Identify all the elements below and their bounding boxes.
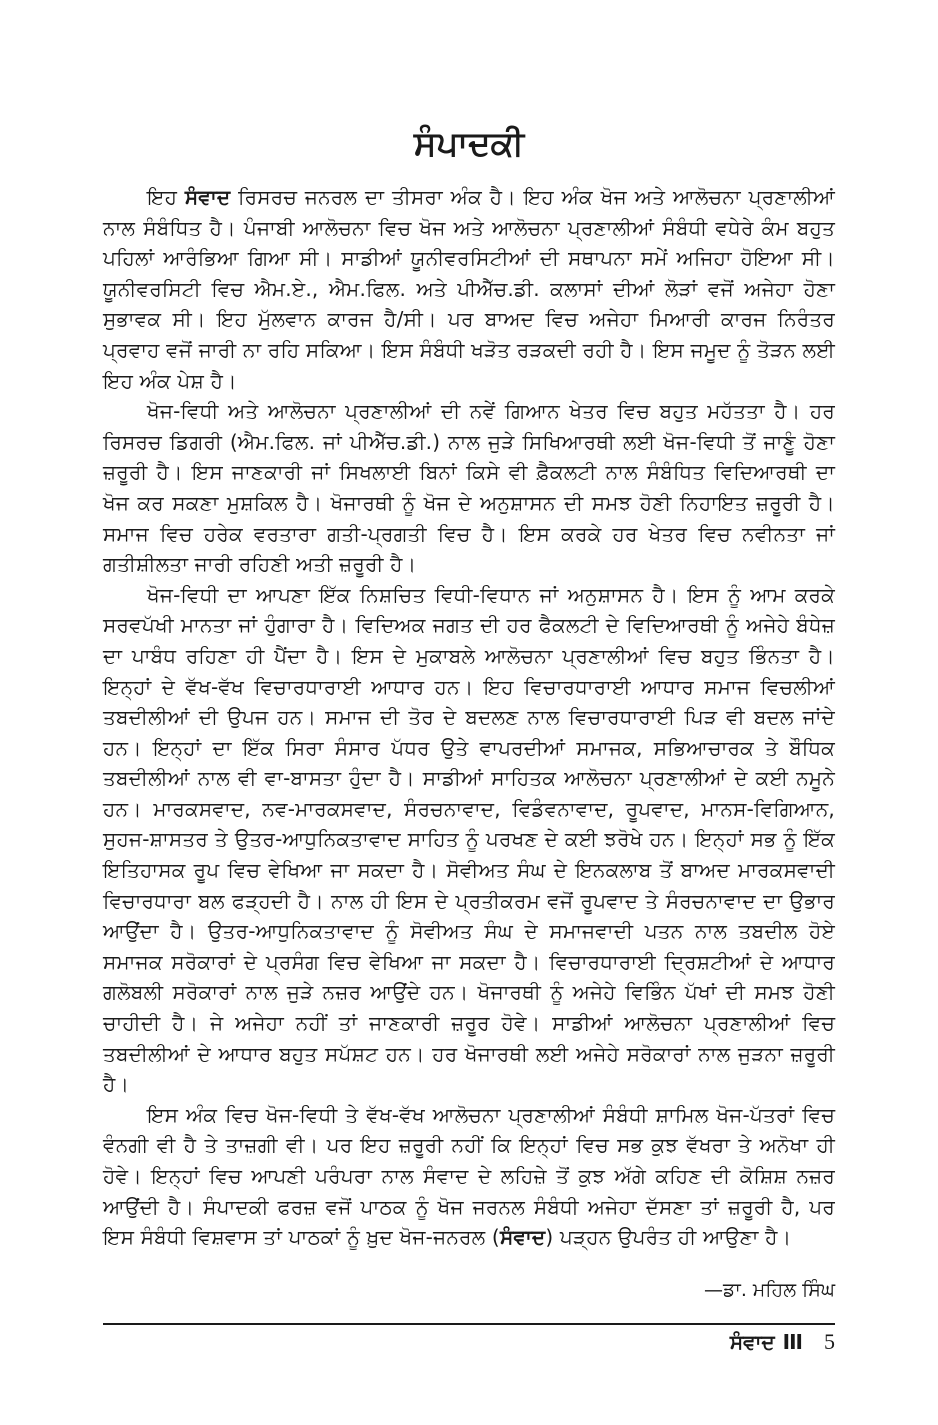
paragraph-1-rest: ਰਿਸਰਚ ਜਨਰਲ ਦਾ ਤੀਸਰਾ ਅੰਕ ਹੈ। ਇਹ ਅੰਕ ਖੋਜ ਅਤੇ ਆਲੋਚਨਾ ਪ੍ਰਣਾਲੀਆਂ ਨਾਲ ਸੰਬੰਧਿਤ ਹੈ। ਪੰਜਾਬੀ ਆਲੋਚਨਾ ਵਿਚ ਖੋਜ ਅਤੇ ਆਲੋਚਨਾ ਪ੍ਰਣਾਲੀਆਂ ਸੰਬੰਧੀ ਵਧੇਰੇ ਕੰਮ ਬਹੁਤ ਪਹਿਲਾਂ ਆਰੰਭਿਆ ਗਿਆ ਸੀ। ਸਾਡੀਆਂ ਯੂਨੀਵਰਸਿਟੀਆਂ ਦੀ ਸਥਾਪਨਾ ਸਮੇਂ ਅਜਿਹਾ ਹੋਇਆ ਸੀ। ਯੂਨੀਵਰਸਿਟੀ ਵਿਚ ਐਮ.ਏ., ਐਮ.ਫਿਲ. ਅਤੇ ਪੀਐੱਚ.ਡੀ. ਕਲਾਸਾਂ ਦੀਆਂ ਲੋੜਾਂ ਵਜੋਂ ਅਜੇਹਾ ਹੋਣਾ ਸੁਭਾਵਕ ਸੀ। ਇਹ ਮੁੱਲਵਾਨ ਕਾਰਜ ਹੈ/ਸੀ। ਪਰ ਬਾਅਦ ਵਿਚ ਅਜੇਹਾ ਮਿਆਰੀ ਕਾਰਜ ਨਿਰੰਤਰ ਪ੍ਰਵਾਹ ਵਜੋਂ ਜਾਰੀ ਨਾ ਰਹਿ ਸਕਿਆ। ਇਸ ਸੰਬੰਧੀ ਖੜੋਤ ਰੜਕਦੀ ਰਹੀ ਹੈ। ਇਸ ਜਮੂਦ ਨੂੰ ਤੋੜਨ ਲਈ ਇਹ ਅੰਕ ਪੇਸ਼ ਹੈ। (103, 185, 835, 393)
footer-divider (103, 1323, 835, 1325)
footer-journal-name: ਸੰਵਾਦ (729, 1330, 775, 1354)
paragraph-1 (103, 182, 835, 396)
footer-issue-number: III (782, 1330, 802, 1354)
journal-name-inline: ਸੰਵਾਦ (499, 1225, 546, 1250)
paragraph-1-start: ਇਹ (147, 185, 185, 209)
page-title: ਸੰਪਾਦਕੀ (413, 124, 525, 164)
paragraph-4 (103, 1100, 835, 1253)
paragraph-4-start: ਇਸ ਅੰਕ ਵਿਚ ਖੋਜ-ਵਿਧੀ ਤੇ ਵੱਖ-ਵੱਖ ਆਲੋਚਨਾ ਪ੍ਰਣਾਲੀਆਂ ਸੰਬੰਧੀ ਸ਼ਾਮਿਲ ਖੋਜ-ਪੱਤਰਾਂ ਵਿਚ ਵੰਨਗੀ ਵੀ ਹੈ ਤੇ ਤਾਜ਼ਗੀ ਵੀ। ਪਰ ਇਹ ਜ਼ਰੂਰੀ ਨਹੀਂ ਕਿ ਇਨ੍ਹਾਂ ਵਿਚ ਸਭ ਕੁਝ ਵੱਖਰਾ ਤੇ ਅਨੋਖਾ ਹੀ ਹੋਵੇ। ਇਨ੍ਹਾਂ ਵਿਚ ਆਪਣੀ ਪਰੰਪਰਾ ਨਾਲ ਸੰਵਾਦ ਦੇ ਲਹਿਜ਼ੇ ਤੋਂ ਕੁਝ ਅੱਗੇ ਕਹਿਣ ਦੀ ਕੋਸ਼ਿਸ਼ ਨਜ਼ਰ ਆਉਂਦੀ ਹੈ। ਸੰਪਾਦਕੀ ਫਰਜ਼ ਵਜੋਂ ਪਾਠਕ ਨੂੰ ਖੋਜ ਜਰਨਲ ਸੰਬੰਧੀ ਅਜੇਹਾ ਦੱਸਣਾ ਤਾਂ ਜ਼ਰੂਰੀ ਹੈ, ਪਰ ਇਸ ਸੰਬੰਧੀ ਵਿਸ਼ਵਾਸ ਤਾਂ ਪਾਠਕਾਂ ਨੂੰ ਖ਼ੁਦ ਖੋਜ-ਜਨਰਲ ( (103, 1102, 835, 1250)
page-footer (730, 1327, 835, 1357)
paragraph-2: ਖੋਜ-ਵਿਧੀ ਅਤੇ ਆਲੋਚਨਾ ਪ੍ਰਣਾਲੀਆਂ ਦੀ ਨਵੇਂ ਗਿਆਨ ਖੇਤਰ ਵਿਚ ਬਹੁਤ ਮਹੱਤਤਾ ਹੈ। ਹਰ ਰਿਸਰਚ ਡਿਗਰੀ (ਐਮ.ਫਿਲ. ਜਾਂ ਪੀਐੱਚ.ਡੀ.) ਨਾਲ ਜੁੜੇ ਸਿਖਿਆਰਥੀ ਲਈ ਖੋਜ-ਵਿਧੀ ਤੋਂ ਜਾਣੂੰ ਹੋਣਾ ਜ਼ਰੂਰੀ ਹੈ। ਇਸ ਜਾਣਕਾਰੀ ਜਾਂ ਸਿਖਲਾਈ ਬਿਨਾਂ ਕਿਸੇ ਵੀ ਫ਼ੈਕਲਟੀ ਨਾਲ ਸੰਬੰਧਿਤ ਵਿਦਿਆਰਥੀ ਦਾ ਖੋਜ ਕਰ ਸਕਣਾ ਮੁਸ਼ਕਿਲ ਹੈ। ਖੋਜਾਰਥੀ ਨੂੰ ਖੋਜ ਦੇ ਅਨੁਸ਼ਾਸਨ ਦੀ ਸਮਝ ਹੋਣੀ ਨਿਹਾਇਤ ਜ਼ਰੂਰੀ ਹੈ। ਸਮਾਜ ਵਿਚ ਹਰੇਕ ਵਰਤਾਰਾ ਗਤੀ-ਪ੍ਰਗਤੀ ਵਿਚ ਹੈ। ਇਸ ਕਰਕੇ ਹਰ ਖੇਤਰ ਵਿਚ ਨਵੀਨਤਾ ਜਾਂ ਗਤੀਸ਼ੀਲਤਾ ਜਾਰੀ ਰਹਿਣੀ ਅਤੀ ਜ਼ਰੂਰੀ ਹੈ। (103, 399, 835, 577)
journal-name-inline: ਸੰਵਾਦ (184, 185, 231, 209)
paragraph-4-rest: ) ਪੜ੍ਹਨ ਉਪਰੰਤ ਹੀ ਆਉਣਾ ਹੈ। (545, 1225, 792, 1250)
author-signature: —ਡਾ. ਮਹਿਲ ਸਿੰਘ (704, 1278, 835, 1301)
page-number: 5 (824, 1329, 835, 1354)
editorial-body (103, 182, 835, 1253)
page (103, 120, 835, 1305)
paragraph-3: ਖੋਜ-ਵਿਧੀ ਦਾ ਆਪਣਾ ਇੱਕ ਨਿਸ਼ਚਿਤ ਵਿਧੀ-ਵਿਧਾਨ ਜਾਂ ਅਨੁਸ਼ਾਸਨ ਹੈ। ਇਸ ਨੂੰ ਆਮ ਕਰਕੇ ਸਰਵਪੱਖੀ ਮਾਨਤਾ ਜਾਂ ਹੁੰਗਾਰਾ ਹੈ। ਵਿਦਿਅਕ ਜਗਤ ਦੀ ਹਰ ਫੈਕਲਟੀ ਦੇ ਵਿਦਿਆਰਥੀ ਨੂੰ ਅਜੇਹੇ ਬੰਧੇਜ਼ ਦਾ ਪਾਬੰਧ ਰਹਿਣਾ ਹੀ ਪੈਂਦਾ ਹੈ। ਇਸ ਦੇ ਮੁਕਾਬਲੇ ਆਲੋਚਨਾ ਪ੍ਰਣਾਲੀਆਂ ਵਿਚ ਬਹੁਤ ਭਿੰਨਤਾ ਹੈ। ਇਨ੍ਹਾਂ ਦੇ ਵੱਖ-ਵੱਖ ਵਿਚਾਰਧਾਰਾਈ ਆਧਾਰ ਹਨ। ਇਹ ਵਿਚਾਰਧਾਰਾਈ ਆਧਾਰ ਸਮਾਜ ਵਿਚਲੀਆਂ ਤਬਦੀਲੀਆਂ ਦੀ ਉਪਜ ਹਨ। ਸਮਾਜ ਦੀ ਤੋਰ ਦੇ ਬਦਲਣ ਨਾਲ ਵਿਚਾਰਧਾਰਾਈ ਪਿੜ ਵੀ ਬਦਲ ਜਾਂਦੇ ਹਨ। ਇਨ੍ਹਾਂ ਦਾ ਇੱਕ ਸਿਰਾ ਸੰਸਾਰ ਪੱਧਰ ਉਤੇ ਵਾਪਰਦੀਆਂ ਸਮਾਜਕ, ਸਭਿਆਚਾਰਕ ਤੇ ਬੌਧਿਕ ਤਬਦੀਲੀਆਂ ਨਾਲ ਵੀ ਵਾ-ਬਾਸਤਾ ਹੁੰਦਾ ਹੈ। ਸਾਡੀਆਂ ਸਾਹਿਤਕ ਆਲੋਚਨਾ ਪ੍ਰਣਾਲੀਆਂ ਦੇ ਕਈ ਨਮੂਨੇ ਹਨ। ਮਾਰਕਸਵਾਦ, ਨਵ-ਮਾਰਕਸਵਾਦ, ਸੰਰਚਨਾਵਾਦ, ਵਿਡੰਵਨਾਵਾਦ, ਰੂਪਵਾਦ, ਮਾਨਸ-ਵਿਗਿਆਨ, ਸੁਹਜ-ਸ਼ਾਸਤਰ ਤੇ ਉਤਰ-ਆਧੁਨਿਕਤਾਵਾਦ ਸਾਹਿਤ ਨੂੰ ਪਰਖਣ ਦੇ ਕਈ ਝਰੋਖੇ ਹਨ। ਇਨ੍ਹਾਂ ਸਭ ਨੂੰ ਇੱਕ ਇਤਿਹਾਸਕ ਰੂਪ ਵਿਚ ਵੇਖਿਆ ਜਾ ਸਕਦਾ ਹੈ। ਸੋਵੀਅਤ ਸੰਘ ਦੇ ਇਨਕਲਾਬ ਤੋਂ ਬਾਅਦ ਮਾਰਕਸਵਾਦੀ ਵਿਚਾਰਧਾਰਾ ਬਲ ਫੜ੍ਹਦੀ ਹੈ। ਨਾਲ ਹੀ ਇਸ ਦੇ ਪ੍ਰਤੀਕਰਮ ਵਜੋਂ ਰੂਪਵਾਦ ਤੇ ਸੰਰਚਨਾਵਾਦ ਦਾ ਉਭਾਰ ਆਉਂਦਾ ਹੈ। ਉਤਰ-ਆਧੁਨਿਕਤਾਵਾਦ ਨੂੰ ਸੋਵੀਅਤ ਸੰਘ ਦੇ ਸਮਾਜਵਾਦੀ ਪਤਨ ਨਾਲ ਤਬਦੀਲ ਹੋਏ ਸਮਾਜਕ ਸਰੋਕਾਰਾਂ ਦੇ ਪ੍ਰਸੰਗ ਵਿਚ ਵੇਖਿਆ ਜਾ ਸਕਦਾ ਹੈ। ਵਿਚਾਰਧਾਰਾਈ ਦ੍ਰਿਸ਼ਟੀਆਂ ਦੇ ਆਧਾਰ ਗਲੋਬਲੀ ਸਰੋਕਾਰਾਂ ਨਾਲ ਜੁੜੇ ਨਜ਼ਰ ਆਉਂਦੇ ਹਨ। ਖੋਜਾਰਥੀ ਨੂੰ ਅਜੇਹੇ ਵਿਭਿੰਨ ਪੱਖਾਂ ਦੀ ਸਮਝ ਹੋਣੀ ਚਾਹੀਦੀ ਹੈ। ਜੇ ਅਜੇਹਾ ਨਹੀਂ ਤਾਂ ਜਾਣਕਾਰੀ ਜ਼ਰੂਰ ਹੋਵੇ। ਸਾਡੀਆਂ ਆਲੋਚਨਾ ਪ੍ਰਣਾਲੀਆਂ ਵਿਚ ਤਬਦੀਲੀਆਂ ਦੇ ਆਧਾਰ ਬਹੁਤ ਸਪੱਸ਼ਟ ਹਨ। ਹਰ ਖੋਜਾਰਥੀ ਲਈ ਅਜੇਹੇ ਸਰੋਕਾਰਾਂ ਨਾਲ ਜੁੜਨਾ ਜ਼ਰੂਰੀ ਹੈ। (103, 582, 835, 1097)
